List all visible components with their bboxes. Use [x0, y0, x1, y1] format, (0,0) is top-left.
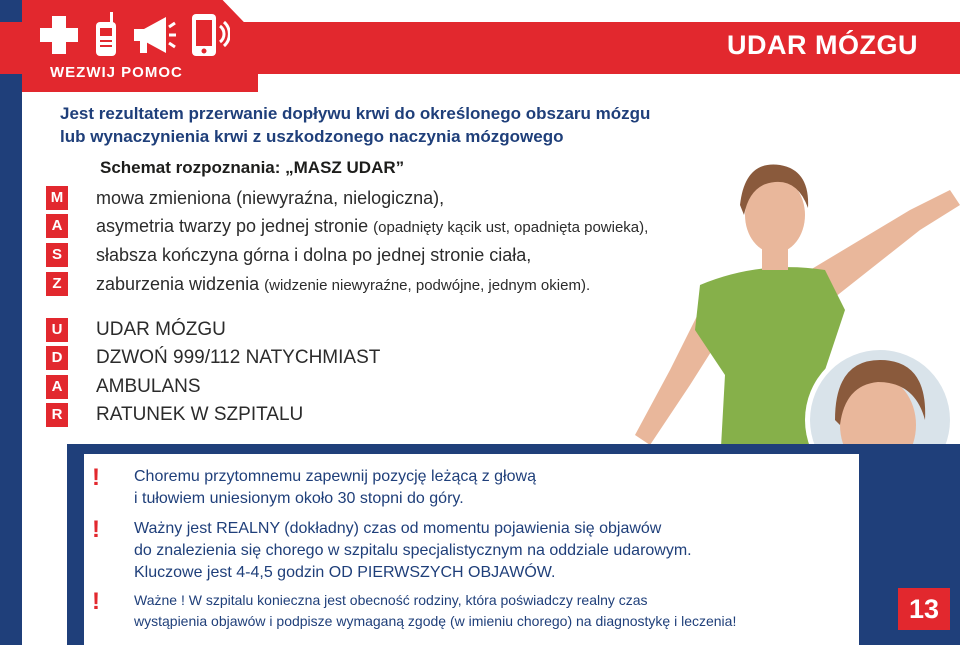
letter-badge: S: [46, 243, 68, 267]
letter-badge: A: [46, 375, 68, 399]
scheme-title: Schemat rozpoznania: „MASZ UDAR”: [100, 158, 405, 177]
note-line: do znalezienia się chorego w szpitalu specjalistycznym na oddziale udarowym.: [134, 542, 692, 559]
warning-icon: !: [92, 464, 100, 491]
letter-badge: D: [46, 346, 68, 370]
udar-text: UDAR MÓZGU: [96, 319, 226, 340]
masz-row-m: [0, 186, 720, 210]
masz-main: mowa zmieniona (niewyraźna, nielogiczna),: [96, 188, 445, 208]
masz-sub: (widzenie niewyraźne, podwójne, jednym okiem).: [264, 277, 591, 294]
udar-row-a: [0, 375, 600, 399]
masz-text: [96, 243, 531, 267]
udar-text: RATUNEK W SZPITALU: [96, 404, 304, 425]
note-line: i tułowiem uniesionym około 30 stopni do góry.: [134, 490, 464, 507]
warning-icon: !: [92, 588, 100, 615]
masz-text: [96, 272, 590, 298]
letter-badge: M: [46, 186, 68, 210]
masz-main: asymetria twarzy po jednej stronie: [96, 216, 369, 236]
masz-main: słabsza kończyna górna i dolna po jednej stronie ciała,: [96, 245, 532, 265]
masz-main: zaburzenia widzenia: [96, 274, 260, 294]
note-time: [134, 518, 692, 584]
note-line: wystąpienia objawów i podpisze wymaganą zgodę (w imieniu chorego) na diagnostykę i leczenia!: [134, 613, 737, 629]
udar-text: DZWOŃ 999/112 NATYCHMIAST: [96, 347, 381, 368]
note-position: [134, 466, 536, 510]
page-title: UDAR MÓZGU: [727, 30, 918, 60]
first-aid-cross-icon: [38, 14, 80, 56]
letter-badge: Z: [46, 272, 68, 296]
masz-row-a: [0, 214, 760, 238]
walkie-talkie-icon: [94, 12, 118, 58]
megaphone-icon: [132, 15, 176, 55]
masz-row-s: [0, 243, 720, 267]
udar-row-u: [0, 318, 600, 342]
note-line: Ważne ! W szpitalu konieczna jest obecność rodziny, która poświadczy realny czas: [134, 592, 648, 608]
udar-row-r: [0, 403, 600, 427]
masz-sub: (opadnięty kącik ust, opadnięta powieka),: [373, 219, 649, 236]
note-family: [134, 590, 736, 632]
emergency-icons: [38, 12, 230, 58]
masz-text: [96, 214, 648, 240]
masz-row-z: [0, 272, 720, 296]
note-line: Choremu przytomnemu zapewnij pozycję leżącą z głową: [134, 468, 536, 485]
masz-text: [96, 186, 444, 210]
note-line: Kluczowe jest 4-4,5 godzin OD PIERWSZYCH OBJAWÓW.: [134, 564, 556, 581]
letter-badge: U: [46, 318, 68, 342]
warning-icon: !: [92, 516, 100, 543]
letter-badge: A: [46, 214, 68, 238]
letter-badge: R: [46, 403, 68, 427]
intro-line-2: lub wynaczynienia krwi z uszkodzonego naczynia mózgowego: [60, 127, 564, 146]
udar-row-d: [0, 346, 600, 370]
page-number: 13: [898, 588, 950, 630]
intro-line-1: Jest rezultatem przerwanie dopływu krwi do określonego obszaru mózgu: [60, 104, 651, 123]
mobile-phone-icon: [190, 12, 230, 58]
call-help-label: WEZWIJ POMOC: [50, 64, 183, 81]
note-line: Ważny jest REALNY (dokładny) czas od momentu pojawienia się objawów: [134, 520, 662, 537]
udar-text: AMBULANS: [96, 376, 201, 397]
